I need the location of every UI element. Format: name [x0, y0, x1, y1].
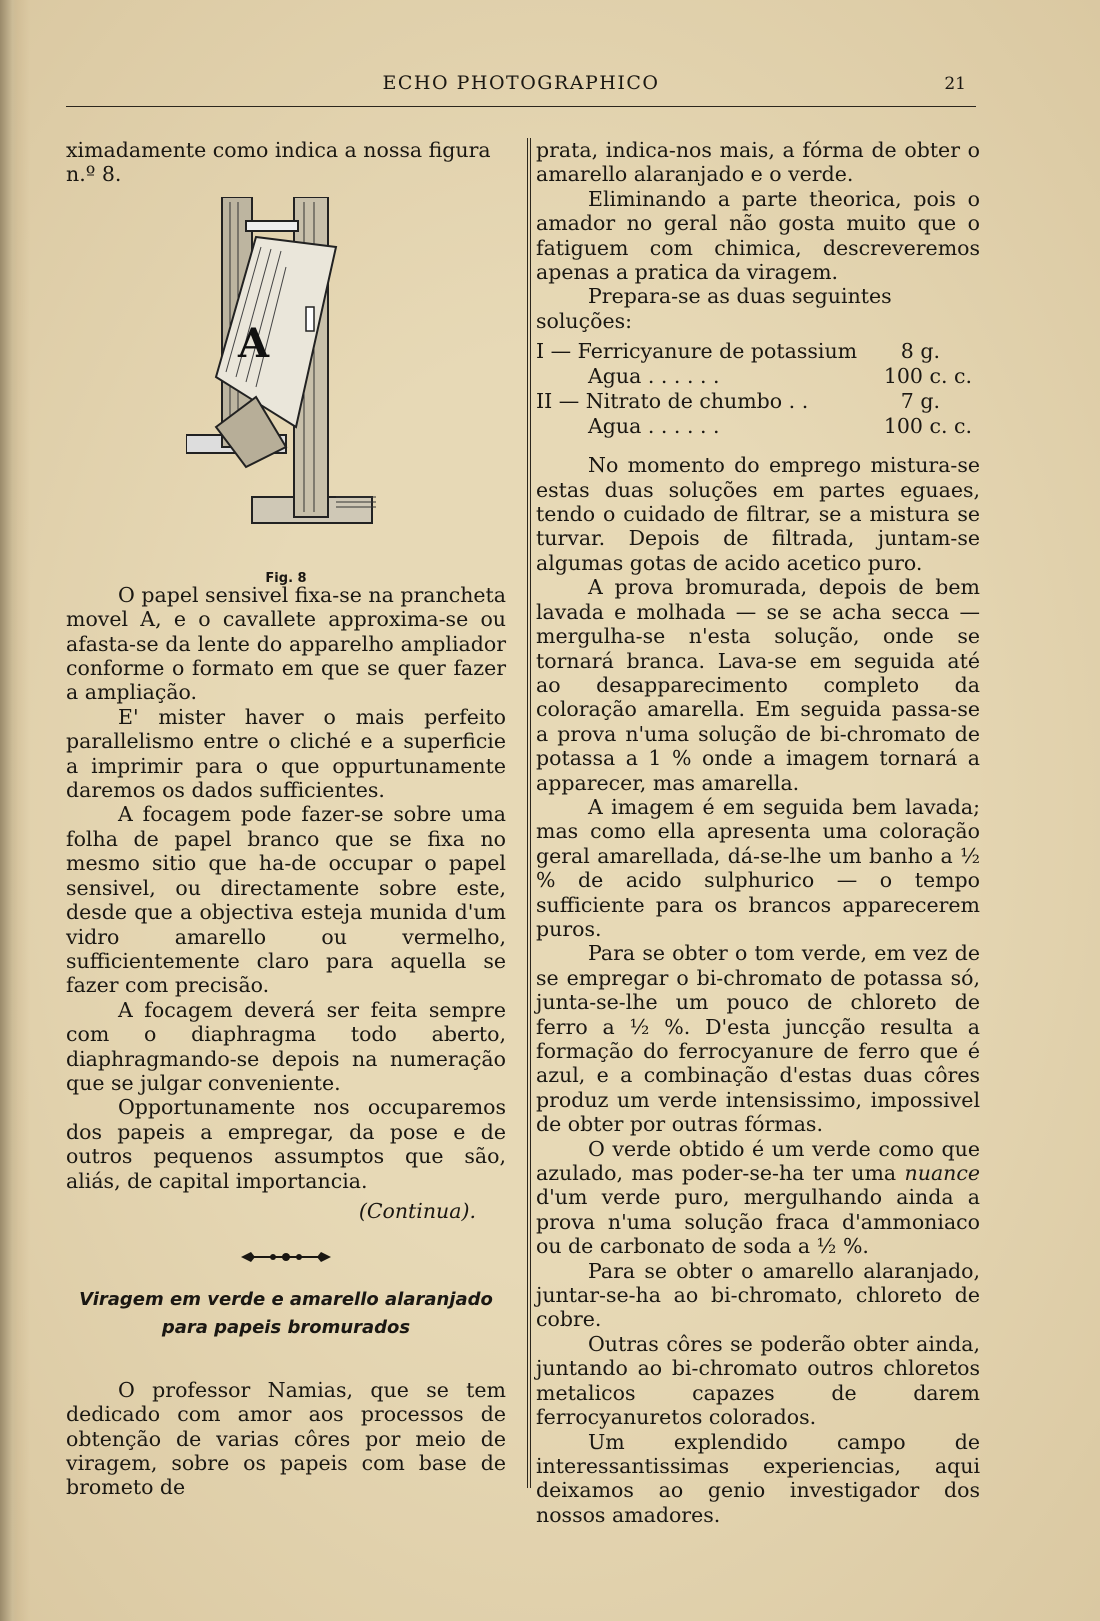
paragraph-part: d'um verde puro, mergulhando ainda a prova n'uma solução fraca d'ammoniaco ou de carbonato de soda a ½ %.: [536, 1185, 980, 1259]
paragraph: Prepara-se as duas seguintes soluções:: [536, 284, 892, 333]
figure-8: [66, 197, 506, 586]
formula-quantity: 7 g.: [900, 389, 940, 414]
paragraph: ximadamente como indica a nossa figura n.º 8.: [66, 138, 491, 187]
formula-row: [536, 414, 980, 438]
header-rule: [66, 106, 976, 107]
book-spine-shadow: [0, 0, 18, 1621]
page-number: 21: [944, 74, 966, 94]
formula-quantity: 8 g.: [900, 339, 940, 364]
paragraph: A imagem é em seguida bem lavada; mas como ella apresenta uma coloração geral amarellada, dá-se-lhe um banho a ½ % de acido sulphurico — o tempo sufficiente para os brancos apparecerem puros.: [536, 794, 980, 941]
paragraph: A focagem pode fazer-se sobre uma folha de papel branco que se fixa no mesmo sitio que ha-de occupar o papel sensivel, ou directamente sobre este, desde que a objectiva esteja munida d'um vidro amarello ou vermelho, sufficientemente claro para aquella se fazer com precisão.: [66, 802, 506, 998]
formula-row: [536, 339, 980, 363]
paragraph-part: O verde obtido é um verde como que azulado, mas poder-se-ha ter uma: [536, 1136, 980, 1186]
fleuron-ornament: [66, 1245, 506, 1269]
paragraph: [536, 1137, 980, 1259]
formula-quantity: 100 c. c.: [883, 364, 972, 389]
continued-note: (Continua).: [358, 1198, 476, 1223]
paragraph: No momento do emprego mistura-se estas duas soluções em partes eguaes, tendo o cuidado de filtrar, se a mistura se turvar. Depois de filtrada, juntam-se algumas gotas de acido acetico puro.: [536, 453, 980, 575]
figure-caption: Fig. 8: [265, 570, 307, 586]
paragraph: A focagem deverá ser feita sempre com o diaphragma todo aberto, diaphragmando-se depois na numeração que se julgar conveniente.: [66, 997, 506, 1095]
column-divider: [527, 138, 531, 1488]
formula-ingredient: Agua . . . . . .: [588, 364, 720, 389]
formula-table: [536, 339, 980, 443]
paragraph: Outras côres se poderão obter ainda, juntando ao bi-chromato outros chloretos metalicos capazes de darem ferrocyanuretos colorados.: [536, 1331, 980, 1430]
formula-ingredient: II — Nitrato de chumbo . .: [536, 389, 809, 414]
paragraph: A prova bromurada, depois de bem lavada e molhada — se se acha secca — mergulha-se n'esta solução, onde se tornará branca. Lava-se em seguida até ao desapparecimento completo da coloração amarella. Em seguida passa-se a prova n'uma solução de bi-chromato de potassa a 1 % onde a imagem tornará a apparecer, mas amarella.: [536, 575, 980, 795]
paragraph: prata, indica-nos mais, a fórma de obter o amarello alaranjado e o verde.: [536, 138, 980, 187]
section-title-line-1: Viragem em verde e amarello alaranjado: [79, 1288, 493, 1310]
easel-illustration: [186, 197, 386, 557]
paragraph: Para se obter o amarello alaranjado, juntar-se-ha ao bi-chromato, chloreto de cobre.: [536, 1258, 980, 1332]
formula-ingredient: Agua . . . . . .: [588, 414, 720, 439]
formula-row: [536, 364, 980, 388]
section-title: [66, 1286, 506, 1342]
formula-quantity: 100 c. c.: [883, 414, 972, 439]
italic-term: nuance: [904, 1161, 980, 1186]
figure-letter-a: A: [238, 319, 270, 367]
left-column: [66, 138, 506, 1500]
paragraph: O professor Namias, que se tem dedicado com amor aos processos de obtenção de varias côres por meio de viragem, sobre os papeis com base de brometo de: [66, 1377, 506, 1500]
page-header: [66, 72, 976, 102]
paragraph: Opportunamente nos occuparemos dos papeis a empregar, da pose e de outros pequenos assumptos que são, aliás, de capital importancia.: [66, 1095, 506, 1193]
running-title: ECHO PHOTOGRAPHICO: [382, 72, 660, 94]
paragraph: Eliminando a parte theorica, pois o amador no geral não gosta muito que o fatiguem com chimica, descreveremos apenas a pratica da viragem.: [536, 186, 980, 285]
paragraph: Um explendido campo de interessantissimas experiencias, aqui deixamos ao genio investigador dos nossos amadores.: [536, 1429, 980, 1527]
formula-row: [536, 389, 980, 413]
paragraph: E' mister haver o mais perfeito parallelismo entre o cliché e a superficie a imprimir para o que oppurtunamente daremos os dados sufficientes.: [66, 704, 506, 803]
formula-ingredient: I — Ferricyanure de potassium: [536, 339, 858, 364]
right-column: [536, 138, 980, 1527]
section-title-line-2: para papeis bromurados: [161, 1316, 411, 1338]
paragraph: O papel sensivel fixa-se na prancheta movel A, e o cavallete approxima-se ou afasta-se da lente do apparelho ampliador conforme o formato em que se quer fazer a ampliação.: [66, 582, 506, 705]
paragraph: Para se obter o tom verde, em vez de se empregar o bi-chromato de potassa só, junta-se-lhe um pouco de chloreto de ferro a ½ %. D'esta juncção resulta a formação do ferrocyanure de ferro que é azul, e a combinação d'estas duas côres produz um verde intensissimo, impossivel de obter por outras fórmas.: [536, 941, 980, 1137]
